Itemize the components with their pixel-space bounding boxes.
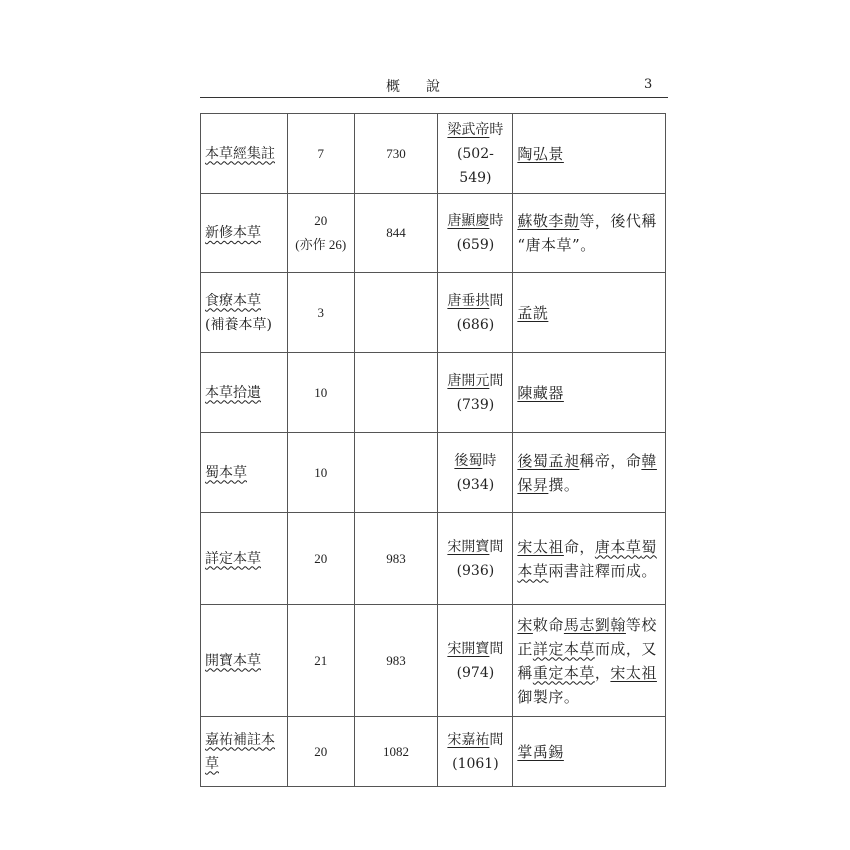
author-notes-text: 孟昶 bbox=[548, 451, 580, 470]
author-notes-cell bbox=[513, 717, 666, 787]
author-notes-text: 唐本草 bbox=[594, 537, 642, 556]
author-notes-text: 後蜀 bbox=[517, 451, 549, 470]
era-cell bbox=[438, 114, 513, 194]
book-title-text: 新修本草 bbox=[205, 225, 261, 241]
volumes-cell: 7 bbox=[287, 114, 354, 194]
author-notes-text: 馬志 bbox=[563, 615, 595, 634]
table-row bbox=[201, 353, 666, 433]
page-number: 3 bbox=[644, 77, 653, 92]
era-cell bbox=[438, 353, 513, 433]
author-notes-cell bbox=[513, 194, 666, 273]
author-notes-text: 而成，又 稱 bbox=[517, 639, 657, 682]
author-notes-cell bbox=[513, 605, 666, 717]
era-text: 宋嘉祐 bbox=[447, 731, 490, 748]
running-header-title: 概說 bbox=[386, 79, 466, 95]
book-title-text: 食療本草 bbox=[205, 292, 261, 309]
era-cell bbox=[438, 717, 513, 787]
author-notes-cell bbox=[513, 114, 666, 194]
volumes-cell: 20 bbox=[287, 717, 354, 787]
count-cell bbox=[354, 433, 438, 513]
author-notes-text: 等校 正 bbox=[517, 615, 657, 658]
volumes-cell: 10 bbox=[287, 353, 354, 433]
table-row bbox=[201, 513, 666, 605]
book-title-cell bbox=[201, 273, 288, 353]
herbal-classics-table bbox=[200, 113, 666, 787]
era-text: 間 (936) bbox=[456, 538, 504, 579]
table-row bbox=[201, 605, 666, 717]
era-text: 宋開寶 bbox=[447, 640, 490, 657]
author-notes-text: 等，後代稱 “唐本草”。 bbox=[517, 212, 657, 254]
era-cell bbox=[438, 433, 513, 513]
count-cell: 983 bbox=[354, 605, 438, 717]
era-text: 唐開元 bbox=[447, 372, 490, 389]
era-text: 間 (686) bbox=[456, 292, 504, 333]
author-notes-cell bbox=[513, 273, 666, 353]
count-cell: 1082 bbox=[354, 717, 438, 787]
era-text: 唐顯慶 bbox=[447, 213, 490, 229]
author-notes-text: ， bbox=[594, 663, 611, 682]
era-text: 間 (974) bbox=[456, 640, 504, 681]
count-cell: 844 bbox=[354, 194, 438, 273]
era-cell bbox=[438, 513, 513, 605]
table-row bbox=[201, 717, 666, 787]
era-cell bbox=[438, 273, 513, 353]
table-row bbox=[201, 194, 666, 273]
author-notes-text: 蜀 本草 bbox=[517, 537, 657, 580]
volumes-cell: 10 bbox=[287, 433, 354, 513]
era-text: 間 (739) bbox=[456, 372, 504, 413]
table-row bbox=[201, 433, 666, 513]
era-text: 梁武帝 bbox=[447, 121, 490, 138]
author-notes-text: 稱帝，命 bbox=[579, 451, 642, 470]
book-title-text: 詳定本草 bbox=[205, 550, 261, 567]
table-row bbox=[201, 114, 666, 194]
author-notes-text: 撰。 bbox=[548, 475, 580, 494]
era-text: 時 (934) bbox=[456, 452, 497, 493]
author-notes-text: 李勣 bbox=[548, 212, 580, 230]
book-title-text: 本草拾遺 bbox=[205, 384, 261, 401]
author-notes-cell bbox=[513, 433, 666, 513]
volumes-cell: 3 bbox=[287, 273, 354, 353]
count-cell bbox=[354, 353, 438, 433]
book-title-cell bbox=[201, 433, 288, 513]
era-cell bbox=[438, 605, 513, 717]
author-notes-text: 詳定本草 bbox=[532, 639, 595, 658]
volumes-cell: 20 bbox=[287, 513, 354, 605]
book-title-cell bbox=[201, 194, 288, 273]
author-notes-cell bbox=[513, 353, 666, 433]
book-title-cell bbox=[201, 513, 288, 605]
author-notes-text: 韓 保昇 bbox=[517, 451, 657, 494]
table-row bbox=[201, 273, 666, 353]
author-notes-text: 兩書註釋而成。 bbox=[548, 561, 657, 580]
book-title-cell bbox=[201, 605, 288, 717]
author-notes-text: 敕命 bbox=[532, 615, 564, 634]
author-notes-cell bbox=[513, 513, 666, 605]
book-title-text: 嘉祐補註本 草 bbox=[205, 731, 275, 772]
book-title-text: (補養本草) bbox=[205, 316, 272, 333]
book-title-text: 本草經集註 bbox=[205, 145, 275, 162]
author-notes-text: 掌禹錫 bbox=[517, 742, 564, 761]
author-notes-text: 宋太祖 bbox=[517, 537, 564, 556]
author-notes-text: 孟詵 bbox=[517, 303, 549, 322]
era-text: 後蜀 bbox=[454, 452, 483, 469]
book-title-text: 開寶本草 bbox=[205, 652, 261, 669]
count-cell bbox=[354, 273, 438, 353]
author-notes-text: 劉翰 bbox=[594, 615, 626, 634]
era-text: 時 (659) bbox=[456, 213, 504, 253]
era-text: 時 (502-549) bbox=[456, 121, 504, 186]
count-cell: 730 bbox=[354, 114, 438, 194]
author-notes-text: 命， bbox=[563, 537, 595, 556]
author-notes-text: 蘇敬 bbox=[517, 212, 549, 230]
era-text: 間 (1061) bbox=[452, 731, 504, 772]
author-notes-text: 陳藏器 bbox=[517, 383, 564, 402]
header-rule bbox=[200, 97, 668, 98]
author-notes-text: 陶弘景 bbox=[517, 144, 564, 163]
era-text: 唐垂拱 bbox=[447, 292, 490, 309]
author-notes-text: 重定本草 bbox=[532, 663, 595, 682]
era-text: 宋開寶 bbox=[447, 538, 490, 555]
author-notes-text: 宋 bbox=[517, 615, 533, 634]
volumes-cell: 20 (亦作 26) bbox=[287, 194, 354, 273]
author-notes-text: 御製序。 bbox=[517, 687, 580, 706]
era-cell bbox=[438, 194, 513, 273]
author-notes-text: 宋太祖 bbox=[610, 663, 657, 682]
book-title-cell bbox=[201, 717, 288, 787]
count-cell: 983 bbox=[354, 513, 438, 605]
book-title-cell bbox=[201, 353, 288, 433]
book-title-text: 蜀本草 bbox=[205, 464, 247, 481]
book-title-cell bbox=[201, 114, 288, 194]
volumes-cell: 21 bbox=[287, 605, 354, 717]
